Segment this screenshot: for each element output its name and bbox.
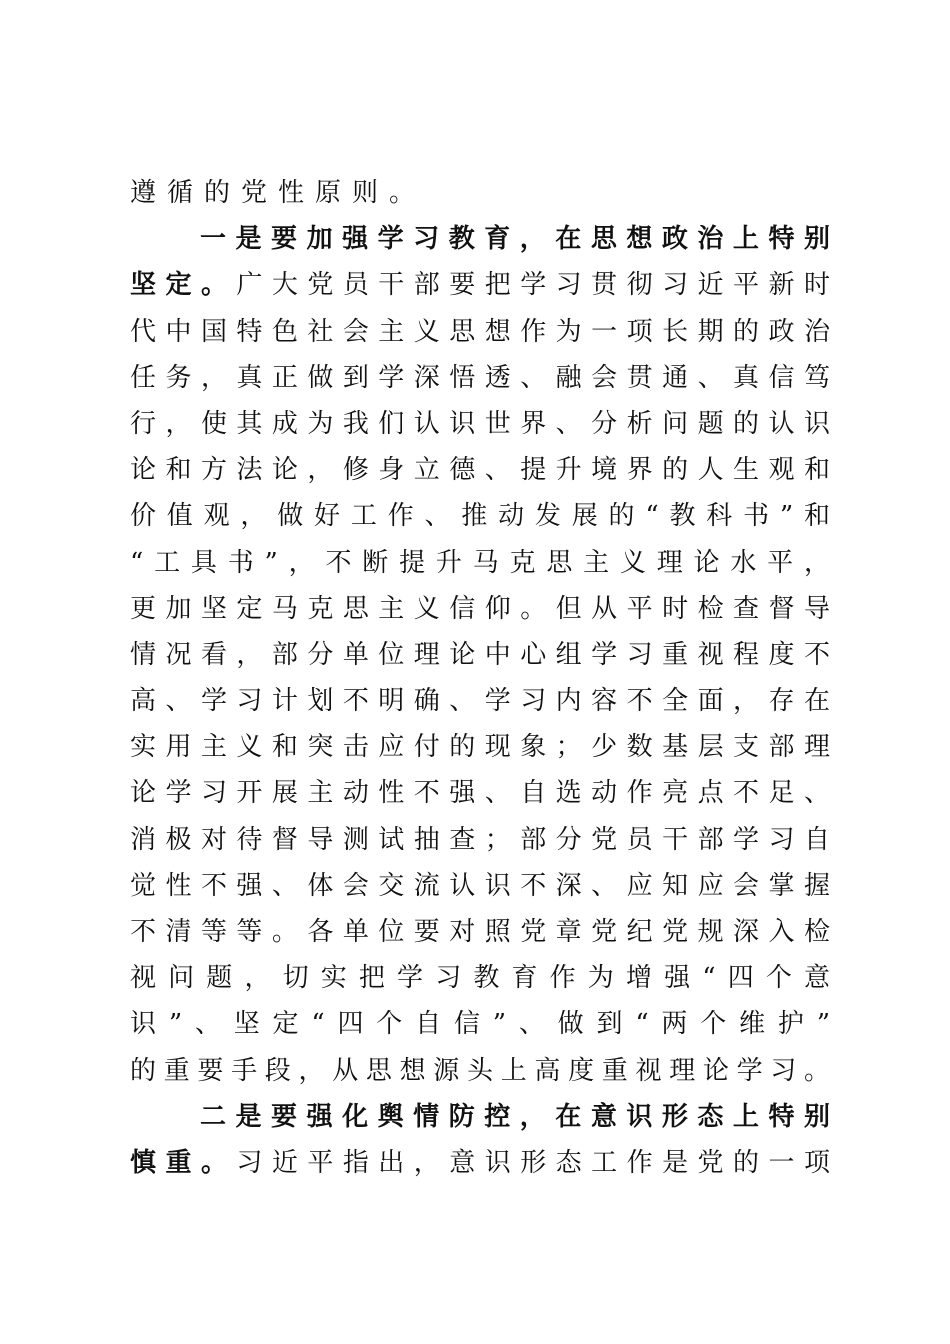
text-line: 任务，真正做到学深悟透、融会贯通、真信笃	[130, 362, 830, 393]
document-body	[130, 170, 830, 1186]
text-line	[130, 262, 830, 308]
text-line: 高、学习计划不明确、学习内容不全面，存在	[130, 686, 830, 717]
text-line: 视问题，切实把学习教育作为增强“四个意	[130, 963, 830, 994]
heading-line: 二是要强化舆情防控，在意识形态上特别	[200, 1101, 830, 1132]
text-line: 行，使其成为我们认识世界、分析问题的认识	[130, 408, 830, 439]
text-segment: 广大党员干部要把学习贯彻习近平新时	[236, 270, 830, 301]
text-line: 不清等等。各单位要对照党章党纪党规深入检	[130, 917, 830, 947]
text-line: 论学习开展主动性不强、自选动作亮点不足、	[130, 778, 830, 809]
text-line: 的重要手段，从思想源头上高度重视理论学习。	[130, 1055, 830, 1086]
text-line: 消极对待督导测试抽查；部分党员干部学习自	[130, 824, 830, 855]
text-line: 价值观，做好工作、推动发展的“教科书”和	[130, 501, 830, 532]
text-line: 论和方法论，修身立德、提升境界的人生观和	[130, 455, 830, 486]
text-line: 遵循的党性原则。	[130, 178, 427, 208]
text-segment: 习近平指出，意识形态工作是党的一项	[236, 1147, 830, 1178]
text-line: 觉性不强、体会交流认识不深、应知应会掌握	[130, 870, 830, 901]
text-line: 代中国特色社会主义思想作为一项长期的政治	[130, 316, 830, 347]
text-line	[130, 1140, 830, 1186]
text-line: 更加坚定马克思主义信仰。但从平时检查督导	[130, 593, 830, 624]
heading-line: 一是要加强学习教育，在思想政治上特别	[200, 224, 830, 255]
text-line: 情况看，部分单位理论中心组学习重视程度不	[130, 639, 830, 670]
text-line: 识”、坚定“四个自信”、做到“两个维护”	[130, 1009, 830, 1040]
heading-end: 慎重。	[130, 1147, 237, 1178]
text-line: “工具书”，不断提升马克思主义理论水平，	[130, 547, 830, 578]
text-line: 实用主义和突击应付的现象；少数基层支部理	[130, 732, 830, 763]
heading-end: 坚定。	[130, 270, 237, 301]
